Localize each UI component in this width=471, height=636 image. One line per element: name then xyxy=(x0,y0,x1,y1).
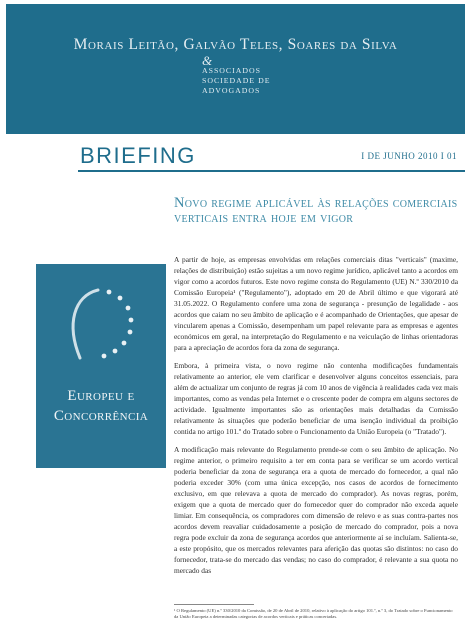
assoc-line-2: SOCIEDADE DE xyxy=(202,76,271,85)
footnote-divider xyxy=(174,604,254,605)
assoc-line-3: ADVOGADOS xyxy=(202,86,261,95)
body-paragraph-2: Embora, à primeira vista, o novo regime não contenha modificações fundamentais relativamente ao anterior, ele vem clarificar e desenvolver alguns conceitos essenciais, para além de actualizar um conjunto de regras já com 10 anos de vigência à realidades cada vez mais importantes, como as vendas pela Internet e o crescente poder de compra em alguns sectores de actividade. Igualmente importantes são as orientações mais detalhadas da Comissão relativamente às situações que poderão beneficiar de uma isenção individual da proibição contida no artigo 101.º do Tratado sobre o Funcionamento da União Europeia (o "Tratado"). xyxy=(174,361,458,436)
category-panel xyxy=(36,264,166,468)
briefing-label: BRIEFING xyxy=(80,143,196,168)
category-line-1: Europeu e xyxy=(67,388,135,404)
footnote: ¹ O Regulamento (UE) n.º 330/2010 da Comissão, de 20 de Abril de 2010, relativo à aplicação do artigo 101.º, n.º 3, do Tratado sobre o Funcionamento da União Europeia a determinadas categorias de acordos verticais e práticas concertadas. xyxy=(174,608,453,619)
briefing-bar xyxy=(6,134,465,176)
briefing-rule xyxy=(78,170,465,172)
category-label xyxy=(36,386,166,426)
stars-arc-emblem-icon xyxy=(58,284,138,364)
article-body xyxy=(174,254,458,583)
body-paragraph-3: A modificação mais relevante do Regulamento prende-se com o seu âmbito de aplicação. No regime anterior, o primeiro requisito a ter em conta para se verificar se um acordo vertical poderia beneficiar da zona de segurança era a quota de mercado do fornecedor, a qual não poderia exceder 30% (com uma única excepção, nos casos de acordos de fornecimento exclusivo, em que relevava a quota de mercado do comprador). As novas regras, porém, exigem que a quota de mercado quer do fornecedor quer do comprador não exceda aquele limiar. Em consequência, os compradores com dimensão de relevo e as suas contra-partes nos acordos devem reavaliar cuidadosamente a posição de mercado do comprador, pois a nova regra pode excluir da zona de segurança acordos que anteriormente aí se incluíam. Salienta-se, a este propósito, que os mercados relevantes para aferição das quotas são distintos: no caso do fornecedor, trata-se do mercado das vendas; no caso do comprador, é relevante a sua quota no mercado das xyxy=(174,445,458,575)
article-title: Novo regime aplicável às relações comerciais verticais entra hoje em vigor xyxy=(174,195,458,226)
masthead xyxy=(6,4,465,134)
ampersand: & xyxy=(202,53,214,68)
edition-date: I DE JUNHO 2010 I 01 xyxy=(361,151,457,161)
category-line-2: Concorrência xyxy=(53,408,149,424)
briefing-page xyxy=(6,4,465,632)
assoc-line-1: ASSOCIADOS xyxy=(202,66,261,75)
firm-subtitle xyxy=(202,53,292,96)
body-paragraph-1: A partir de hoje, as empresas envolvidas em relações comerciais ditas "verticais" (maxime, relações de distribuição) estão sujeitas a um novo regime jurídico, aplicável tanto a acordos em vigor como a acordos futuros. Este novo regime consta do Regulamento (UE) N.º 330/2010 da Comissão Europeia¹ ("Regulamento"), adoptado em 20 de Abril último e que vigorará até 31.05.2022. O Regulamento confere uma zona de segurança - presunção de legalidade - aos acordos que caiam no seu âmbito de aplicação e é acompanhado de Orientações, que apesar de vincularem apenas a Comissão, desempenham um papel relevante para as empresas e agentes económicos em geral, na interpretação do Regulamento e na veiculação de linhas orientadoras para a apreciação de acordos fora da zona de segurança. xyxy=(174,255,458,352)
firm-name: Morais Leitão, Galvão Teles, Soares da Silva xyxy=(73,36,398,53)
